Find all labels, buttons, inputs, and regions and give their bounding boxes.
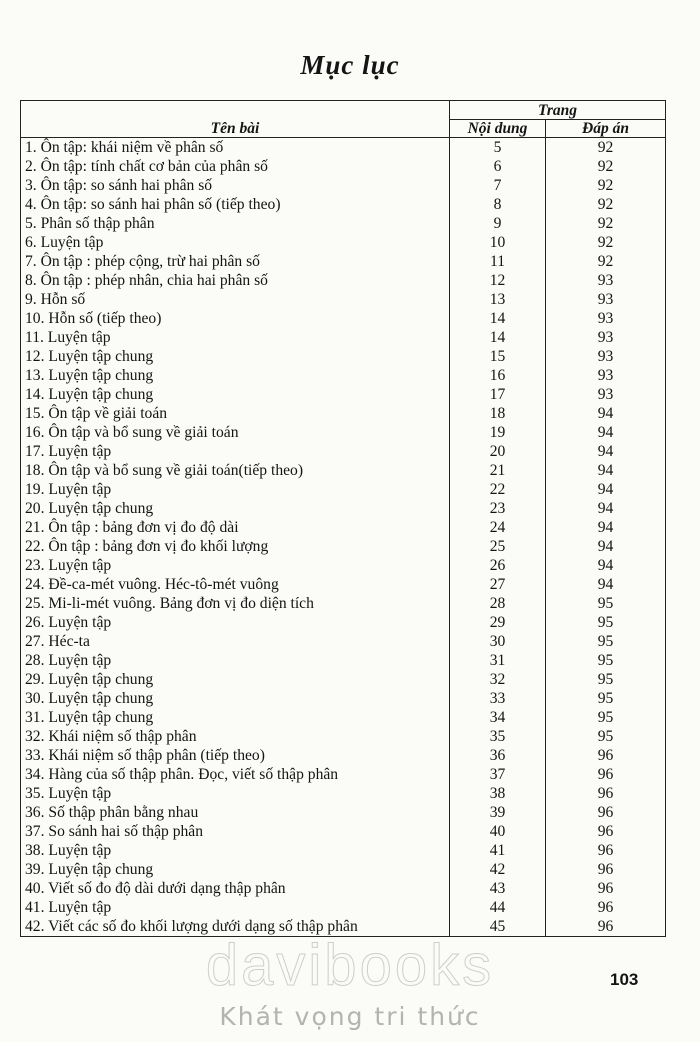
lesson-title: 20. Luyện tập chung bbox=[25, 500, 154, 517]
table-row bbox=[21, 176, 666, 195]
answer-page: 96 bbox=[546, 746, 666, 765]
answer-page: 94 bbox=[546, 404, 666, 423]
answer-page: 93 bbox=[546, 271, 666, 290]
content-page: 45 bbox=[450, 917, 546, 937]
lesson-title: 27. Héc-ta bbox=[25, 633, 90, 650]
content-page: 36 bbox=[450, 746, 546, 765]
answer-page: 93 bbox=[546, 347, 666, 366]
table-row bbox=[21, 613, 666, 632]
header-page-group: Trang bbox=[450, 101, 666, 120]
page-title: Mục lục bbox=[300, 50, 400, 80]
answer-page: 93 bbox=[546, 385, 666, 404]
table-row bbox=[21, 746, 666, 765]
answer-page: 95 bbox=[546, 594, 666, 613]
lesson-title: 33. Khái niệm số thập phân (tiếp theo) bbox=[25, 747, 265, 764]
lesson-title: 32. Khái niệm số thập phân bbox=[25, 728, 197, 745]
lesson-title: 34. Hàng của số thập phân. Đọc, viết số thập phân bbox=[25, 766, 339, 783]
lesson-title: 16. Ôn tập và bổ sung về giải toán bbox=[25, 424, 239, 441]
header-content: Nội dung bbox=[450, 120, 546, 138]
answer-page: 95 bbox=[546, 708, 666, 727]
content-page: 32 bbox=[450, 670, 546, 689]
lesson-title: 8. Ôn tập : phép nhân, chia hai phân số bbox=[25, 272, 268, 289]
table-row bbox=[21, 214, 666, 233]
lesson-title: 21. Ôn tập : bảng đơn vị đo độ dài bbox=[25, 519, 239, 536]
lesson-title: 38. Luyện tập bbox=[25, 842, 112, 859]
content-page: 5 bbox=[450, 138, 546, 158]
answer-page: 95 bbox=[546, 670, 666, 689]
lesson-title: 35. Luyện tập bbox=[25, 785, 112, 802]
table-row bbox=[21, 366, 666, 385]
content-page: 20 bbox=[450, 442, 546, 461]
content-page: 6 bbox=[450, 157, 546, 176]
content-page: 26 bbox=[450, 556, 546, 575]
lesson-title: 24. Đề-ca-mét vuông. Héc-tô-mét vuông bbox=[25, 576, 279, 593]
table-row bbox=[21, 347, 666, 366]
lesson-title: 10. Hỗn số (tiếp theo) bbox=[25, 310, 162, 327]
lesson-title: 13. Luyện tập chung bbox=[25, 367, 154, 384]
answer-page: 94 bbox=[546, 442, 666, 461]
lesson-title: 15. Ôn tập về giải toán bbox=[25, 405, 168, 422]
lesson-title: 1. Ôn tập: khái niệm về phân số bbox=[25, 139, 224, 156]
content-page: 8 bbox=[450, 195, 546, 214]
answer-page: 92 bbox=[546, 233, 666, 252]
lesson-title: 7. Ôn tập : phép cộng, trừ hai phân số bbox=[25, 253, 260, 270]
content-page: 15 bbox=[450, 347, 546, 366]
header-answer: Đáp án bbox=[546, 120, 666, 138]
content-page: 34 bbox=[450, 708, 546, 727]
answer-page: 96 bbox=[546, 898, 666, 917]
content-page: 10 bbox=[450, 233, 546, 252]
content-page: 19 bbox=[450, 423, 546, 442]
table-row bbox=[21, 252, 666, 271]
content-page: 31 bbox=[450, 651, 546, 670]
table-row bbox=[21, 157, 666, 176]
answer-page: 95 bbox=[546, 632, 666, 651]
answer-page: 94 bbox=[546, 537, 666, 556]
lesson-title: 28. Luyện tập bbox=[25, 652, 112, 669]
answer-page: 94 bbox=[546, 423, 666, 442]
answer-page: 94 bbox=[546, 461, 666, 480]
lesson-title: 26. Luyện tập bbox=[25, 614, 112, 631]
lesson-title: 30. Luyện tập chung bbox=[25, 690, 154, 707]
lesson-title: 37. So sánh hai số thập phân bbox=[25, 823, 204, 840]
answer-page: 96 bbox=[546, 879, 666, 898]
content-page: 39 bbox=[450, 803, 546, 822]
table-row bbox=[21, 290, 666, 309]
lesson-title: 9. Hỗn số bbox=[25, 291, 86, 308]
lesson-title: 22. Ôn tập : bảng đơn vị đo khối lượng bbox=[25, 538, 269, 555]
lesson-title: 14. Luyện tập chung bbox=[25, 386, 154, 403]
lesson-title: 31. Luyện tập chung bbox=[25, 709, 154, 726]
watermark-brand: davibooks bbox=[205, 933, 495, 998]
lesson-title: 42. Viết các số đo khối lượng dưới dạng số thập phân bbox=[25, 918, 358, 935]
answer-page: 92 bbox=[546, 252, 666, 271]
content-page: 25 bbox=[450, 537, 546, 556]
content-page: 37 bbox=[450, 765, 546, 784]
lesson-title: 25. Mi-li-mét vuông. Bảng đơn vị đo diện tích bbox=[25, 595, 314, 612]
lesson-title: 19. Luyện tập bbox=[25, 481, 112, 498]
content-page: 11 bbox=[450, 252, 546, 271]
content-page: 40 bbox=[450, 822, 546, 841]
answer-page: 96 bbox=[546, 784, 666, 803]
table-row bbox=[21, 632, 666, 651]
toc-table bbox=[20, 100, 666, 937]
content-page: 42 bbox=[450, 860, 546, 879]
lesson-title: 29. Luyện tập chung bbox=[25, 671, 154, 688]
table-row bbox=[21, 803, 666, 822]
table-row bbox=[21, 518, 666, 537]
table-row bbox=[21, 575, 666, 594]
answer-page: 96 bbox=[546, 841, 666, 860]
answer-page: 92 bbox=[546, 176, 666, 195]
content-page: 38 bbox=[450, 784, 546, 803]
content-page: 13 bbox=[450, 290, 546, 309]
table-row bbox=[21, 860, 666, 879]
header-lesson: Tên bài bbox=[21, 120, 450, 138]
lesson-title: 4. Ôn tập: so sánh hai phân số (tiếp theo) bbox=[25, 196, 281, 213]
lesson-title: 40. Viết số đo độ dài dưới dạng thập phân bbox=[25, 880, 286, 897]
table-row bbox=[21, 271, 666, 290]
table-row bbox=[21, 822, 666, 841]
lesson-title: 23. Luyện tập bbox=[25, 557, 112, 574]
table-row bbox=[21, 556, 666, 575]
table-header-row bbox=[21, 120, 666, 138]
answer-page: 94 bbox=[546, 518, 666, 537]
content-page: 14 bbox=[450, 309, 546, 328]
answer-page: 96 bbox=[546, 917, 666, 937]
table-row bbox=[21, 138, 666, 158]
content-page: 27 bbox=[450, 575, 546, 594]
answer-page: 95 bbox=[546, 727, 666, 746]
table-row bbox=[21, 670, 666, 689]
content-page: 28 bbox=[450, 594, 546, 613]
answer-page: 92 bbox=[546, 157, 666, 176]
table-row bbox=[21, 442, 666, 461]
table-row bbox=[21, 499, 666, 518]
content-page: 22 bbox=[450, 480, 546, 499]
table-row bbox=[21, 879, 666, 898]
answer-page: 92 bbox=[546, 195, 666, 214]
table-row bbox=[21, 765, 666, 784]
table-row bbox=[21, 328, 666, 347]
table-row bbox=[21, 537, 666, 556]
table-row bbox=[21, 423, 666, 442]
content-page: 30 bbox=[450, 632, 546, 651]
table-row bbox=[21, 309, 666, 328]
watermark-slogan: Khát vọng tri thức bbox=[219, 1002, 481, 1031]
table-row bbox=[21, 385, 666, 404]
content-page: 43 bbox=[450, 879, 546, 898]
content-page: 21 bbox=[450, 461, 546, 480]
table-row bbox=[21, 727, 666, 746]
table-row bbox=[21, 461, 666, 480]
answer-page: 94 bbox=[546, 480, 666, 499]
content-page: 23 bbox=[450, 499, 546, 518]
content-page: 29 bbox=[450, 613, 546, 632]
content-page: 41 bbox=[450, 841, 546, 860]
content-page: 44 bbox=[450, 898, 546, 917]
table-row bbox=[21, 195, 666, 214]
answer-page: 94 bbox=[546, 575, 666, 594]
answer-page: 93 bbox=[546, 290, 666, 309]
lesson-title: 41. Luyện tập bbox=[25, 899, 112, 916]
table-header-row-top bbox=[21, 101, 666, 120]
lesson-title: 6. Luyện tập bbox=[25, 234, 104, 251]
answer-page: 92 bbox=[546, 214, 666, 233]
answer-page: 94 bbox=[546, 499, 666, 518]
lesson-title: 5. Phân số thập phân bbox=[25, 215, 155, 232]
table-row bbox=[21, 784, 666, 803]
lesson-title: 12. Luyện tập chung bbox=[25, 348, 154, 365]
lesson-title: 3. Ôn tập: so sánh hai phân số bbox=[25, 177, 213, 194]
table-row bbox=[21, 841, 666, 860]
table-row bbox=[21, 651, 666, 670]
table-row bbox=[21, 689, 666, 708]
answer-page: 96 bbox=[546, 803, 666, 822]
answer-page: 93 bbox=[546, 328, 666, 347]
table-row bbox=[21, 594, 666, 613]
answer-page: 95 bbox=[546, 613, 666, 632]
lesson-title: 39. Luyện tập chung bbox=[25, 861, 154, 878]
table-row bbox=[21, 898, 666, 917]
answer-page: 92 bbox=[546, 138, 666, 158]
content-page: 18 bbox=[450, 404, 546, 423]
answer-page: 96 bbox=[546, 765, 666, 784]
content-page: 24 bbox=[450, 518, 546, 537]
answer-page: 95 bbox=[546, 689, 666, 708]
answer-page: 96 bbox=[546, 822, 666, 841]
content-page: 14 bbox=[450, 328, 546, 347]
content-page: 17 bbox=[450, 385, 546, 404]
lesson-title: 17. Luyện tập bbox=[25, 443, 112, 460]
table-row bbox=[21, 708, 666, 727]
content-page: 12 bbox=[450, 271, 546, 290]
answer-page: 93 bbox=[546, 309, 666, 328]
lesson-title: 2. Ôn tập: tính chất cơ bản của phân số bbox=[25, 158, 268, 175]
page-number: 103 bbox=[610, 970, 639, 989]
lesson-title: 36. Số thập phân bằng nhau bbox=[25, 804, 199, 821]
answer-page: 96 bbox=[546, 860, 666, 879]
answer-page: 95 bbox=[546, 651, 666, 670]
table-row bbox=[21, 480, 666, 499]
content-page: 16 bbox=[450, 366, 546, 385]
lesson-title: 11. Luyện tập bbox=[25, 329, 111, 346]
content-page: 33 bbox=[450, 689, 546, 708]
content-page: 9 bbox=[450, 214, 546, 233]
table-row bbox=[21, 233, 666, 252]
content-page: 7 bbox=[450, 176, 546, 195]
table-row bbox=[21, 404, 666, 423]
lesson-title: 18. Ôn tập và bổ sung về giải toán(tiếp theo) bbox=[25, 462, 304, 479]
answer-page: 94 bbox=[546, 556, 666, 575]
content-page: 35 bbox=[450, 727, 546, 746]
answer-page: 93 bbox=[546, 366, 666, 385]
toc-body bbox=[21, 138, 666, 937]
